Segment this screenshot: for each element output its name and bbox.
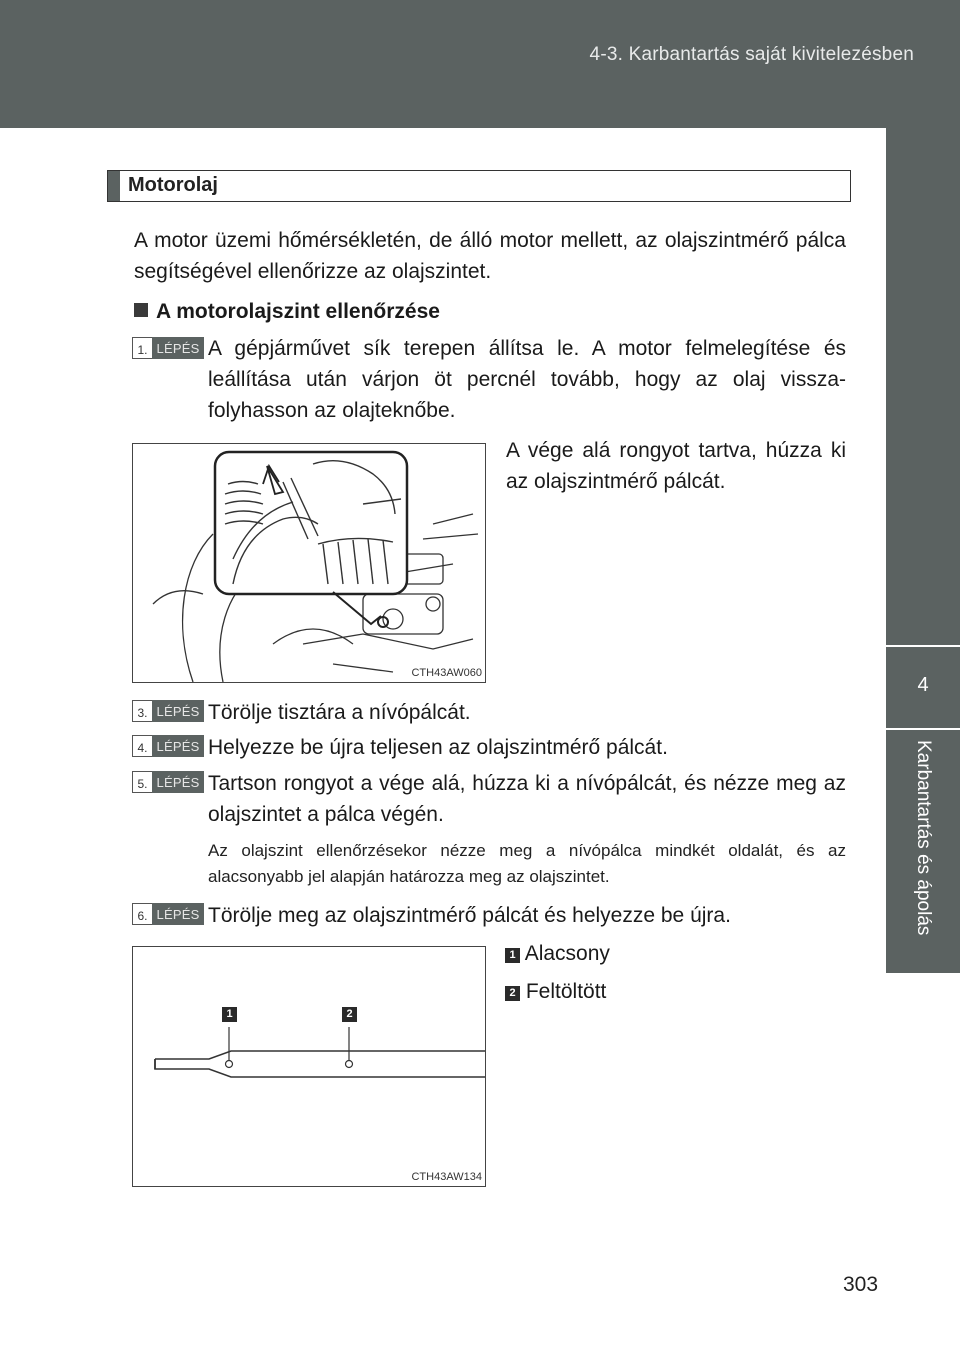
step-word: LÉPÉS bbox=[152, 903, 204, 925]
intro-paragraph: A motor üzemi hőmérsékletén, de álló motor mellett, az olajszintmérő pálca segítségével ellenőrizze az olajszintet. bbox=[134, 229, 846, 283]
chapter-number: 4 bbox=[917, 674, 929, 696]
engine-figure-code: CTH43AW060 bbox=[411, 667, 482, 679]
step-number: 5. bbox=[132, 771, 152, 793]
marker-1-icon: 1 bbox=[505, 948, 520, 963]
step-number: 4. bbox=[132, 735, 152, 757]
legend-item-full bbox=[505, 980, 606, 1004]
step-3-badge bbox=[132, 700, 204, 722]
chapter-title: Karbantartás és ápolás bbox=[913, 740, 934, 936]
section-title-bar bbox=[107, 170, 851, 202]
step-5-badge bbox=[132, 771, 204, 793]
step-word: LÉPÉS bbox=[152, 735, 204, 757]
step-5-text: Tartson rongyot a vége alá, húzza ki a nívópálcát, és nézze meg az olajszintet a pálca végén. bbox=[208, 772, 846, 826]
section-header: 4-3. Karbantartás saját kivitelezésben bbox=[589, 44, 914, 65]
square-bullet-icon bbox=[134, 303, 148, 317]
step-5-note: Az olajszint ellenőrzésekor nézze meg a nívópálca mindkét oldalát, és az alacsonyabb jel alapján határozza meg az olajszintet. bbox=[208, 841, 846, 886]
legend-label: Alacsony bbox=[524, 942, 610, 965]
subheading bbox=[134, 300, 440, 324]
marker-1-icon: 1 bbox=[222, 1007, 237, 1022]
dipstick-figure-code: CTH43AW134 bbox=[411, 1171, 482, 1183]
step-2-text: A vége alá rongyot tartva, húzza ki az olajszintmérő pálcát. bbox=[506, 439, 846, 493]
step-6-text: Törölje meg az olajszintmérő pálcát és helyezze be újra. bbox=[208, 904, 731, 927]
dipstick-illustration bbox=[132, 946, 486, 1187]
page-number: 303 bbox=[843, 1273, 879, 1296]
section-title: Motorolaj bbox=[128, 174, 218, 196]
step-1-badge bbox=[132, 337, 204, 359]
engine-drawing bbox=[133, 444, 485, 682]
subheading-text: A motorolajszint ellenőrzése bbox=[156, 300, 440, 323]
legend-label: Feltöltött bbox=[525, 980, 607, 1003]
legend-item-low bbox=[505, 942, 610, 966]
marker-2-icon: 2 bbox=[505, 986, 520, 1001]
marker-2-icon: 2 bbox=[342, 1007, 357, 1022]
section-accent bbox=[108, 171, 120, 201]
step-number: 1. bbox=[132, 337, 152, 359]
step-word: LÉPÉS bbox=[152, 771, 204, 793]
step-3-text: Törölje tisztára a nívópálcát. bbox=[208, 701, 471, 724]
step-1-text: A gépjárművet sík terepen állítsa le. A motor felmelegítése és leállítása után várjon öt percnél tovább, hogy az olaj vissza-folyhasson az olajteknőbe. bbox=[208, 337, 846, 422]
engine-illustration bbox=[132, 443, 486, 683]
step-word: LÉPÉS bbox=[152, 337, 204, 359]
step-number: 6. bbox=[132, 903, 152, 925]
dipstick-drawing bbox=[133, 947, 485, 1186]
step-6-badge bbox=[132, 903, 204, 925]
step-4-badge bbox=[132, 735, 204, 757]
step-number: 3. bbox=[132, 700, 152, 722]
step-4-text: Helyezze be újra teljesen az olajszintmérő pálcát. bbox=[208, 736, 668, 759]
step-word: LÉPÉS bbox=[152, 700, 204, 722]
